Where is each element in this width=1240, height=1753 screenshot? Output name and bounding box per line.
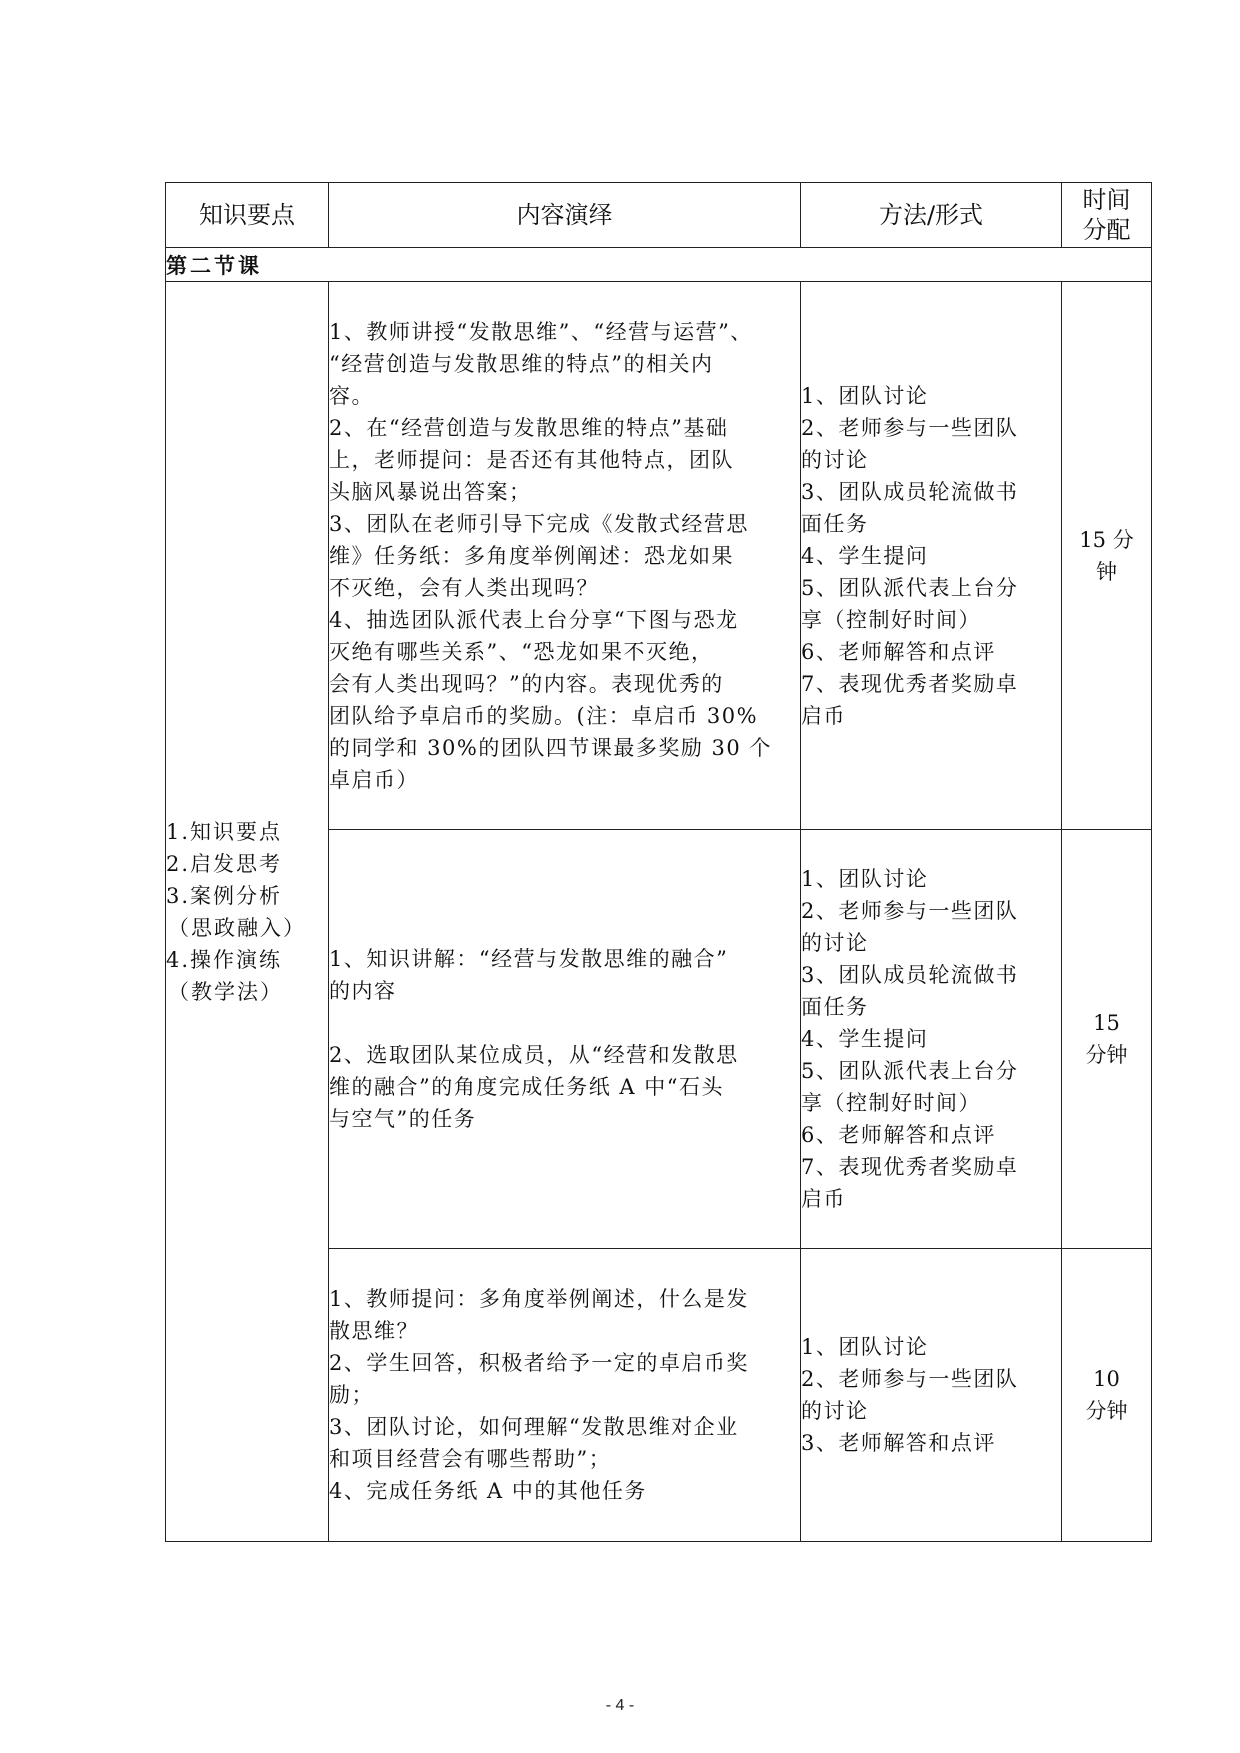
method-cell [801, 1249, 1062, 1542]
method-lines [801, 1331, 1061, 1459]
table-row [166, 282, 1152, 830]
knowledge-point: （思政融入） [168, 915, 306, 940]
text-line: 1、教师提问：多角度举例阐述，什么是发 [329, 1287, 749, 1311]
text-line: 2、学生回答，积极者给予一定的卓启币奖 [329, 1351, 749, 1375]
time-lines [1062, 1363, 1151, 1427]
method-cell [801, 282, 1062, 830]
header-content: 内容演绎 [329, 183, 801, 248]
text-line: 励； [329, 1383, 374, 1407]
content-cell [329, 830, 801, 1249]
text-line: 的同学和 30%的团队四节课最多奖励 30 个 [329, 735, 772, 760]
method-lines [801, 863, 1061, 1215]
text-line: 的内容 [329, 979, 397, 1003]
text-line: 15 [1093, 1011, 1120, 1035]
section-title: 第二节课 [166, 248, 1152, 282]
knowledge-point: 1.知识要点 [166, 819, 283, 844]
text-line: 6、老师解答和点评 [801, 1123, 996, 1147]
text-line: 2、老师参与一些团队 [801, 415, 1019, 440]
method-lines [801, 380, 1061, 732]
text-line: 6、老师解答和点评 [801, 639, 996, 664]
header-method: 方法/形式 [801, 183, 1062, 248]
time-lines [1062, 524, 1151, 588]
text-line: 头脑风暴说出答案； [329, 479, 532, 504]
text-line: 不灭绝，会有人类出现吗？ [329, 575, 599, 600]
text-line: 的讨论 [801, 1399, 869, 1423]
text-line: 7、表现优秀者奖励卓 [801, 1155, 1019, 1179]
text-line: 5、团队派代表上台分 [801, 575, 1019, 600]
text-line: 灭绝有哪些关系”、“恐龙如果不灭绝， [329, 639, 714, 664]
header-time-line2: 分配 [1082, 216, 1131, 244]
text-line: 散思维？ [329, 1319, 419, 1343]
text-line: 1、知识讲解：“经营与发散思维的融合” [329, 947, 729, 971]
text-line: 2、选取团队某位成员，从“经营和发散思 [329, 1043, 739, 1067]
knowledge-point: （教学法） [168, 979, 283, 1004]
text-line: 3、团队成员轮流做书 [801, 479, 1019, 504]
text-line: 4、完成任务纸 A 中的其他任务 [329, 1479, 647, 1503]
knowledge-point: 2.启发思考 [166, 851, 283, 876]
text-line: 卓启币） [329, 767, 419, 792]
text-line: “经营创造与发散思维的特点”的相关内 [329, 351, 714, 376]
text-line: 10 [1093, 1367, 1120, 1391]
content-cell [329, 282, 801, 830]
lesson-plan-table [165, 182, 1152, 1542]
text-line: 分钟 [1085, 1399, 1128, 1423]
blank-line [329, 1007, 800, 1039]
text-line: 分钟 [1085, 1043, 1128, 1067]
section-row [166, 248, 1152, 282]
text-line: 4、抽选团队派代表上台分享“下图与恐龙 [329, 607, 739, 632]
text-line: 面任务 [801, 511, 869, 536]
text-line: 3、老师解答和点评 [801, 1431, 996, 1455]
header-time-line1: 时间 [1082, 186, 1131, 214]
text-line: 启币 [801, 1187, 846, 1211]
time-cell [1062, 282, 1152, 830]
text-line: 钟 [1096, 559, 1117, 584]
content-lines [329, 943, 800, 1135]
text-line: 15 分 [1079, 527, 1134, 552]
text-line: 的讨论 [801, 931, 869, 955]
content-cell [329, 1249, 801, 1542]
knowledge-points-cell [166, 282, 329, 1542]
method-cell [801, 830, 1062, 1249]
text-line: 1、团队讨论 [801, 867, 929, 891]
text-line: 1、团队讨论 [801, 383, 929, 408]
text-line: 1、团队讨论 [801, 1335, 929, 1359]
text-line: 上，老师提问：是否还有其他特点，团队 [329, 447, 734, 472]
text-line: 启币 [801, 703, 846, 728]
text-line: 7、表现优秀者奖励卓 [801, 671, 1019, 696]
text-line: 3、团队讨论，如何理解“发散思维对企业 [329, 1415, 739, 1439]
time-lines [1062, 1007, 1151, 1071]
text-line: 4、学生提问 [801, 543, 929, 568]
text-line: 团队给予卓启币的奖励。(注：卓启币 30% [329, 703, 759, 728]
header-knowledge: 知识要点 [166, 183, 329, 248]
text-line: 维的融合”的角度完成任务纸 A 中“石头 [329, 1075, 724, 1099]
text-line: 2、老师参与一些团队 [801, 1367, 1019, 1391]
text-line: 4、学生提问 [801, 1027, 929, 1051]
text-line: 5、团队派代表上台分 [801, 1059, 1019, 1083]
knowledge-point: 3.案例分析 [166, 883, 283, 908]
content-lines [329, 316, 800, 796]
text-line: 1、教师讲授“发散思维”、“经营与运营”、 [329, 319, 753, 344]
page-number: - 4 - [605, 1697, 635, 1714]
time-cell [1062, 1249, 1152, 1542]
text-line: 容。 [329, 383, 374, 408]
text-line: 会有人类出现吗？”的内容。表现优秀的 [329, 671, 724, 696]
text-line: 2、在“经营创造与发散思维的特点”基础 [329, 415, 729, 440]
time-cell [1062, 830, 1152, 1249]
table-header-row [166, 183, 1152, 248]
text-line: 的讨论 [801, 447, 869, 472]
text-line: 3、团队成员轮流做书 [801, 963, 1019, 987]
text-line: 3、团队在老师引导下完成《发散式经营思 [329, 511, 749, 536]
text-line: 和项目经营会有哪些帮助”； [329, 1447, 612, 1471]
text-line: 维》任务纸：多角度举例阐述：恐龙如果 [329, 543, 734, 568]
text-line: 与空气”的任务 [329, 1107, 477, 1131]
content-lines [329, 1283, 800, 1507]
knowledge-point: 4.操作演练 [166, 947, 283, 972]
text-line: 2、老师参与一些团队 [801, 899, 1019, 923]
text-line: 面任务 [801, 995, 869, 1019]
text-line: 享（控制好时间） [801, 1091, 981, 1115]
header-time [1062, 183, 1152, 248]
text-line: 享（控制好时间） [801, 607, 981, 632]
